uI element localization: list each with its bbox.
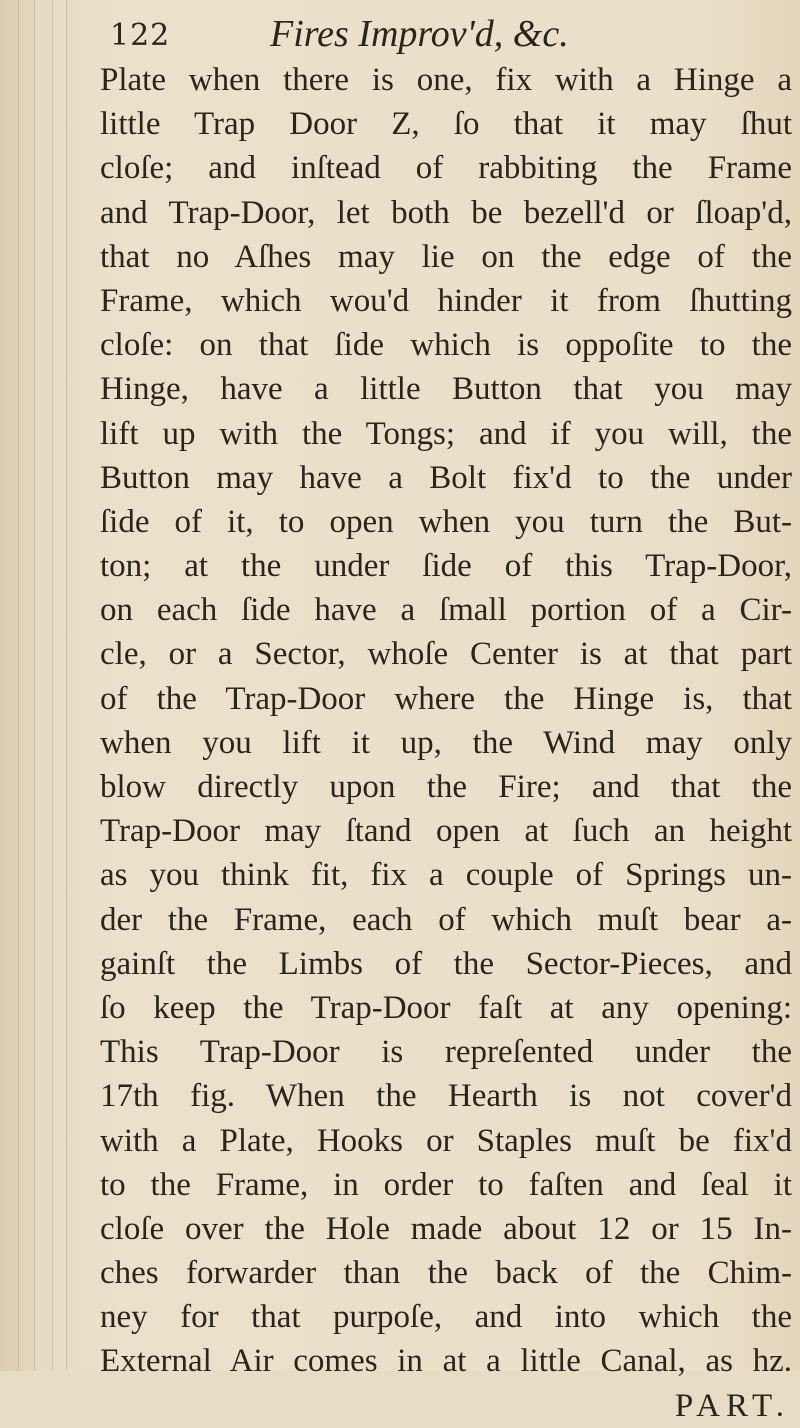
text-line: This Trap-Door is repreſented under the [100,1034,792,1071]
text-line: cloſe over the Hole made about 12 or 15 In- [100,1210,792,1247]
text-line: ſide of it, to open when you turn the But- [100,503,792,540]
text-line: blow directly upon the Fire; and that the [100,769,792,805]
text-line: Plate when there is one, fix with a Hinge a [100,62,792,98]
page-gutter [0,0,90,1371]
gutter-line [34,0,35,1371]
catchword: PART. [674,1387,790,1424]
text-line: cle, or a Sector, whoſe Center is at that part [100,636,792,673]
text-line: lift up with the Tongs; and if you will, the [100,415,792,452]
text-line: Frame, which wou'd hinder it from ſhutting [100,282,792,319]
text-line: to the Frame, in order to faſten and ſeal it [100,1166,792,1203]
text-line: ſo keep the Trap-Door faſt at any opening: [100,989,792,1026]
text-line: on each ſide have a ſmall portion of a Cir- [100,592,792,629]
text-line: ney for that purpoſe, and into which the [100,1299,792,1336]
text-line: Hinge, have a little Button that you may [100,371,792,408]
text-line: little Trap Door Z, ſo that it may ſhut [100,106,792,143]
text-line: gainſt the Limbs of the Sector-Pieces, and [100,945,792,982]
text-line: with a Plate, Hooks or Staples muſt be fix'd [100,1122,792,1159]
text-line: External Air comes in at a little Canal, as hz. [100,1343,792,1380]
text-line: as you think fit, fix a couple of Springs un- [100,857,792,894]
text-line: cloſe: on that ſide which is oppoſite to the [100,327,792,364]
page-header [110,12,790,56]
text-line: when you lift it up, the Wind may only [100,724,792,761]
body-text [100,58,792,1428]
gutter-line [18,0,19,1371]
running-title: Fires Improv'd, &c. [270,13,569,55]
gutter-line [52,0,53,1371]
page-number: 122 [110,18,171,53]
text-line: that no Aſhes may lie on the edge of the [100,238,792,275]
text-line: Button may have a Bolt fix'd to the under [100,459,792,496]
gutter-line [66,0,67,1371]
text-line: cloſe; and inſtead of rabbiting the Frame [100,150,792,187]
text-line: Trap-Door may ſtand open at ſuch an height [100,813,792,850]
text-line: der the Frame, each of which muſt bear a- [100,901,792,938]
text-line: 17th fig. When the Hearth is not cover'd [100,1078,792,1115]
text-line: ches forwarder than the back of the Chim- [100,1255,792,1292]
text-line: and Trap-Door, let both be bezell'd or ſloap'd, [100,194,792,231]
text-line: ton; at the under ſide of this Trap-Door, [100,548,792,585]
text-line: of the Trap-Door where the Hinge is, that [100,680,792,717]
